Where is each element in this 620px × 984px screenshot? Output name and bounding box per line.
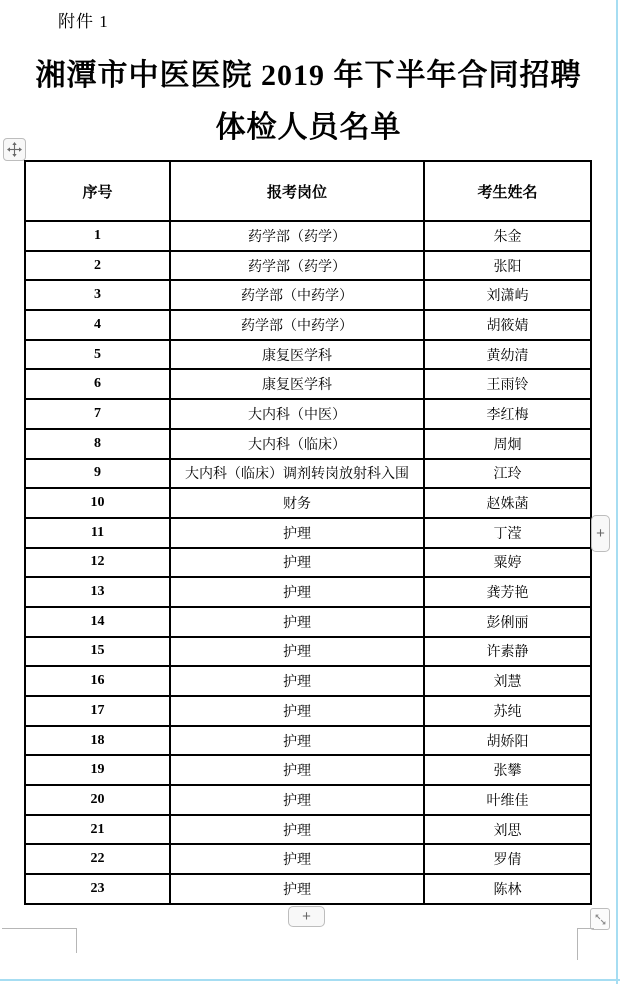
- table-row: [25, 666, 591, 696]
- table-row: [25, 844, 591, 874]
- cell-position: 护理: [170, 785, 424, 815]
- cell-name: 罗倩: [424, 844, 591, 874]
- document-title-line1: 湘潭市中医医院 2019 年下半年合同招聘: [35, 59, 582, 92]
- cell-name: 刘思: [424, 815, 591, 845]
- window-edge-bottom: [0, 979, 620, 981]
- cell-position: 护理: [170, 548, 424, 578]
- resize-diagonal-icon: [594, 913, 607, 926]
- cell-no: 13: [25, 577, 170, 607]
- table-row: [25, 488, 591, 518]
- cell-no: 17: [25, 696, 170, 726]
- cell-no: 3: [25, 280, 170, 310]
- table-row: [25, 874, 591, 904]
- cell-no: 7: [25, 399, 170, 429]
- cell-position: 药学部（中药学）: [170, 280, 424, 310]
- cell-no: 20: [25, 785, 170, 815]
- cell-position: 护理: [170, 637, 424, 667]
- cell-name: 许素静: [424, 637, 591, 667]
- cell-name: 苏纯: [424, 696, 591, 726]
- cell-position: 药学部（药学）: [170, 221, 424, 251]
- cell-no: 15: [25, 637, 170, 667]
- table-row: [25, 251, 591, 281]
- table-body: [25, 221, 591, 904]
- cell-name: 粟婷: [424, 548, 591, 578]
- cell-position: 财务: [170, 488, 424, 518]
- add-column-button[interactable]: [591, 515, 610, 552]
- cell-no: 10: [25, 488, 170, 518]
- cell-name: 叶维佳: [424, 785, 591, 815]
- table-row: [25, 726, 591, 756]
- cell-no: 11: [25, 518, 170, 548]
- cell-no: 4: [25, 310, 170, 340]
- cell-no: 8: [25, 429, 170, 459]
- cell-name: 丁滢: [424, 518, 591, 548]
- cell-name: 胡筱婧: [424, 310, 591, 340]
- cell-position: 护理: [170, 874, 424, 904]
- cell-name: 龚芳艳: [424, 577, 591, 607]
- cell-name: 陈林: [424, 874, 591, 904]
- table-row: [25, 369, 591, 399]
- attachment-label: 附件 1: [58, 12, 109, 31]
- table-resize-handle[interactable]: [590, 908, 610, 930]
- table-row: [25, 785, 591, 815]
- plus-icon: +: [596, 525, 605, 542]
- column-header-position: 报考岗位: [170, 161, 424, 221]
- cell-position: 药学部（中药学）: [170, 310, 424, 340]
- cell-position: 护理: [170, 518, 424, 548]
- table-row: [25, 755, 591, 785]
- cell-no: 22: [25, 844, 170, 874]
- cell-position: 护理: [170, 607, 424, 637]
- cell-no: 6: [25, 369, 170, 399]
- cell-name: 刘潇屿: [424, 280, 591, 310]
- table-row: [25, 221, 591, 251]
- table-row: [25, 280, 591, 310]
- cell-position: 护理: [170, 815, 424, 845]
- column-header-no: 序号: [25, 161, 170, 221]
- cell-no: 16: [25, 666, 170, 696]
- cell-position: 康复医学科: [170, 340, 424, 370]
- cell-no: 18: [25, 726, 170, 756]
- cell-name: 江玲: [424, 459, 591, 489]
- cell-name: 周炯: [424, 429, 591, 459]
- cell-name: 刘慧: [424, 666, 591, 696]
- cell-position: 康复医学科: [170, 369, 424, 399]
- cell-no: 2: [25, 251, 170, 281]
- cell-position: 药学部（药学）: [170, 251, 424, 281]
- table-row: [25, 815, 591, 845]
- cell-position: 护理: [170, 726, 424, 756]
- cell-position: 护理: [170, 696, 424, 726]
- margin-mark-bottom-left: [2, 928, 77, 953]
- cell-position: 护理: [170, 755, 424, 785]
- table-row: [25, 637, 591, 667]
- add-row-button[interactable]: [288, 906, 325, 927]
- cell-position: 护理: [170, 577, 424, 607]
- table-row: [25, 310, 591, 340]
- cell-name: 胡娇阳: [424, 726, 591, 756]
- margin-mark-bottom-right: [577, 928, 594, 960]
- cell-name: 张攀: [424, 755, 591, 785]
- cell-no: 19: [25, 755, 170, 785]
- table-row: [25, 399, 591, 429]
- cell-position: 护理: [170, 844, 424, 874]
- cell-no: 5: [25, 340, 170, 370]
- table-move-handle[interactable]: [3, 138, 26, 161]
- cell-position: 大内科（中医）: [170, 399, 424, 429]
- cell-no: 12: [25, 548, 170, 578]
- cell-name: 张阳: [424, 251, 591, 281]
- cell-no: 9: [25, 459, 170, 489]
- plus-icon: +: [302, 908, 311, 925]
- table-row: [25, 459, 591, 489]
- move-icon: [7, 142, 22, 157]
- table-row: [25, 340, 591, 370]
- cell-name: 黄幼清: [424, 340, 591, 370]
- document-title-line2: 体检人员名单: [215, 111, 402, 144]
- table-header-row: [25, 161, 591, 221]
- cell-no: 23: [25, 874, 170, 904]
- cell-no: 1: [25, 221, 170, 251]
- table-row: [25, 696, 591, 726]
- table-row: [25, 607, 591, 637]
- cell-name: 彭俐丽: [424, 607, 591, 637]
- cell-position: 大内科（临床）调剂转岗放射科入围: [170, 459, 424, 489]
- column-header-name: 考生姓名: [424, 161, 591, 221]
- table-row: [25, 548, 591, 578]
- cell-position: 大内科（临床）: [170, 429, 424, 459]
- window-edge-right: [616, 0, 618, 984]
- cell-no: 14: [25, 607, 170, 637]
- table-row: [25, 518, 591, 548]
- cell-name: 朱金: [424, 221, 591, 251]
- cell-position: 护理: [170, 666, 424, 696]
- candidates-table: [24, 160, 592, 905]
- cell-no: 21: [25, 815, 170, 845]
- cell-name: 赵姝菡: [424, 488, 591, 518]
- table-row: [25, 429, 591, 459]
- cell-name: 李红梅: [424, 399, 591, 429]
- table-row: [25, 577, 591, 607]
- cell-name: 王雨铃: [424, 369, 591, 399]
